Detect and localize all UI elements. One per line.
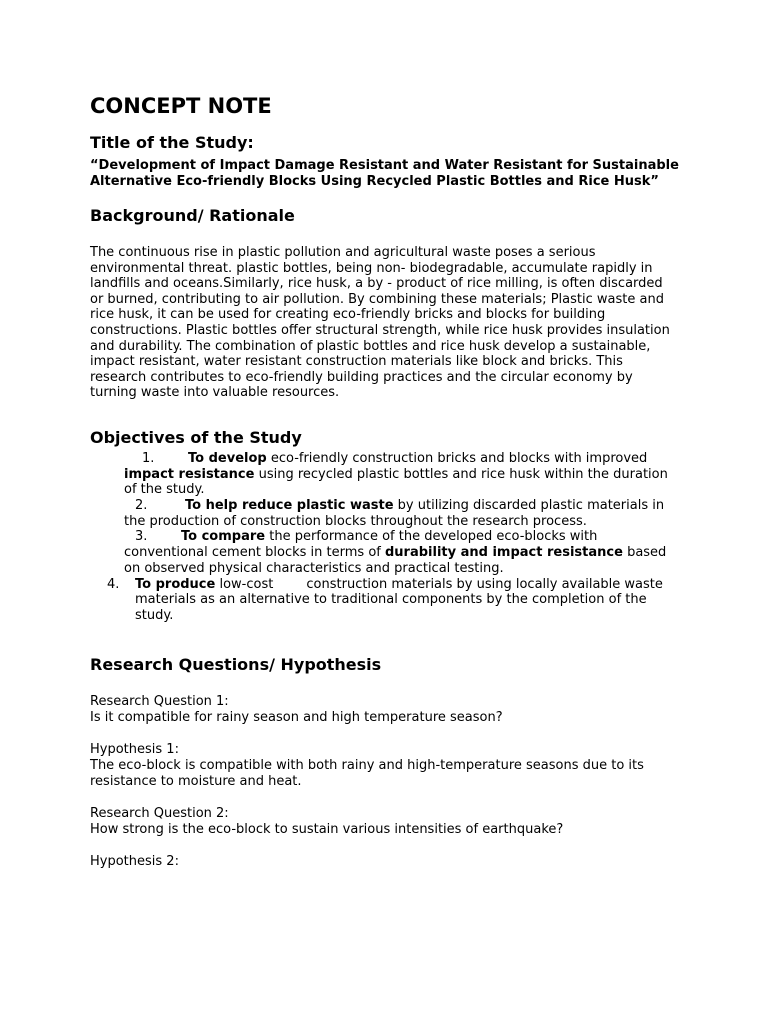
- research-label: Research Question 2:: [90, 805, 229, 821]
- objective-number: 4.: [107, 576, 120, 592]
- objectives-heading: Objectives of the Study: [90, 427, 302, 447]
- objective-item: [107, 576, 675, 624]
- objective-number: 2.: [135, 498, 148, 514]
- document-title: CONCEPT NOTE: [90, 94, 272, 118]
- objective-lead: To help reduce plastic waste: [185, 498, 394, 514]
- research-label: Hypothesis 2:: [90, 853, 179, 869]
- background-paragraph: The continuous rise in plastic pollution and agricultural waste poses a serious environmental threat. plastic bottles, being non- biodegradable, accumulate rapidly in landfills and oceans.Similarly, rice husk, a by - product of rice milling, is often discarded or burned, contributing to air pollution. By combining these materials; Plastic waste and rice husk, it can be used for creating eco-friendly bricks and blocks for building constructions. Plastic bottles offer structural strength, while rice husk provides insulation and durability. The combination of plastic bottles and rice husk develop a sustainable, impact resistant, water resistant construction materials like block and bricks. This research contributes to eco-friendly building practices and the circular economy by turning waste into valuable resources.: [90, 245, 670, 401]
- objective-lead: To develop: [188, 450, 267, 466]
- objective-item: [124, 451, 684, 498]
- research-heading: Research Questions/ Hypothesis: [90, 654, 382, 674]
- research-list: [90, 694, 670, 870]
- background-heading: Background/ Rationale: [90, 206, 295, 225]
- research-text: How strong is the eco-block to sustain various intensities of earthquake?: [90, 821, 564, 837]
- objective-text: eco-friendly construction bricks and blocks with improved: [266, 450, 648, 466]
- research-text: The eco-block is compatible with both rainy and high-temperature seasons due to its resistance to moisture and heat.: [90, 757, 644, 789]
- research-label: Research Question 1:: [90, 693, 229, 709]
- study-title-heading: Title of the Study:: [90, 133, 254, 152]
- objective-text: by utilizing discarded plastic materials in the production of construction blocks throughout the research process.: [124, 498, 665, 529]
- objective-number: 3.: [135, 529, 148, 545]
- research-label: Hypothesis 1:: [90, 741, 179, 757]
- research-text: Is it compatible for rainy season and high temperature season?: [90, 709, 503, 725]
- objective-text: based on observed physical characteristics and practical testing.: [124, 545, 667, 576]
- objective-lead: To produce: [135, 576, 216, 592]
- objective-emphasis: durability and impact resistance: [384, 545, 623, 561]
- objective-item: [124, 498, 684, 529]
- objective-text: low-cost construction materials by using locally available waste materials as an alternative to traditional components by the completion of the study.: [135, 576, 668, 623]
- objective-emphasis: impact resistance: [124, 466, 255, 482]
- objective-text: using recycled plastic bottles and rice husk within the duration of the study.: [124, 466, 668, 498]
- document-page: [90, 93, 690, 870]
- objectives-list: [90, 451, 690, 624]
- objective-number: 1.: [142, 450, 155, 466]
- objective-lead: To compare: [181, 529, 266, 545]
- objective-text: the performance of the developed eco-blocks with conventional cement blocks in terms of: [124, 529, 598, 561]
- objective-item: [124, 529, 684, 576]
- study-title-text: “Development of Impact Damage Resistant and Water Resistant for Sustainable Alternative Eco-friendly Blocks Using Recycled Plastic Bottles and Rice Husk”: [90, 158, 679, 189]
